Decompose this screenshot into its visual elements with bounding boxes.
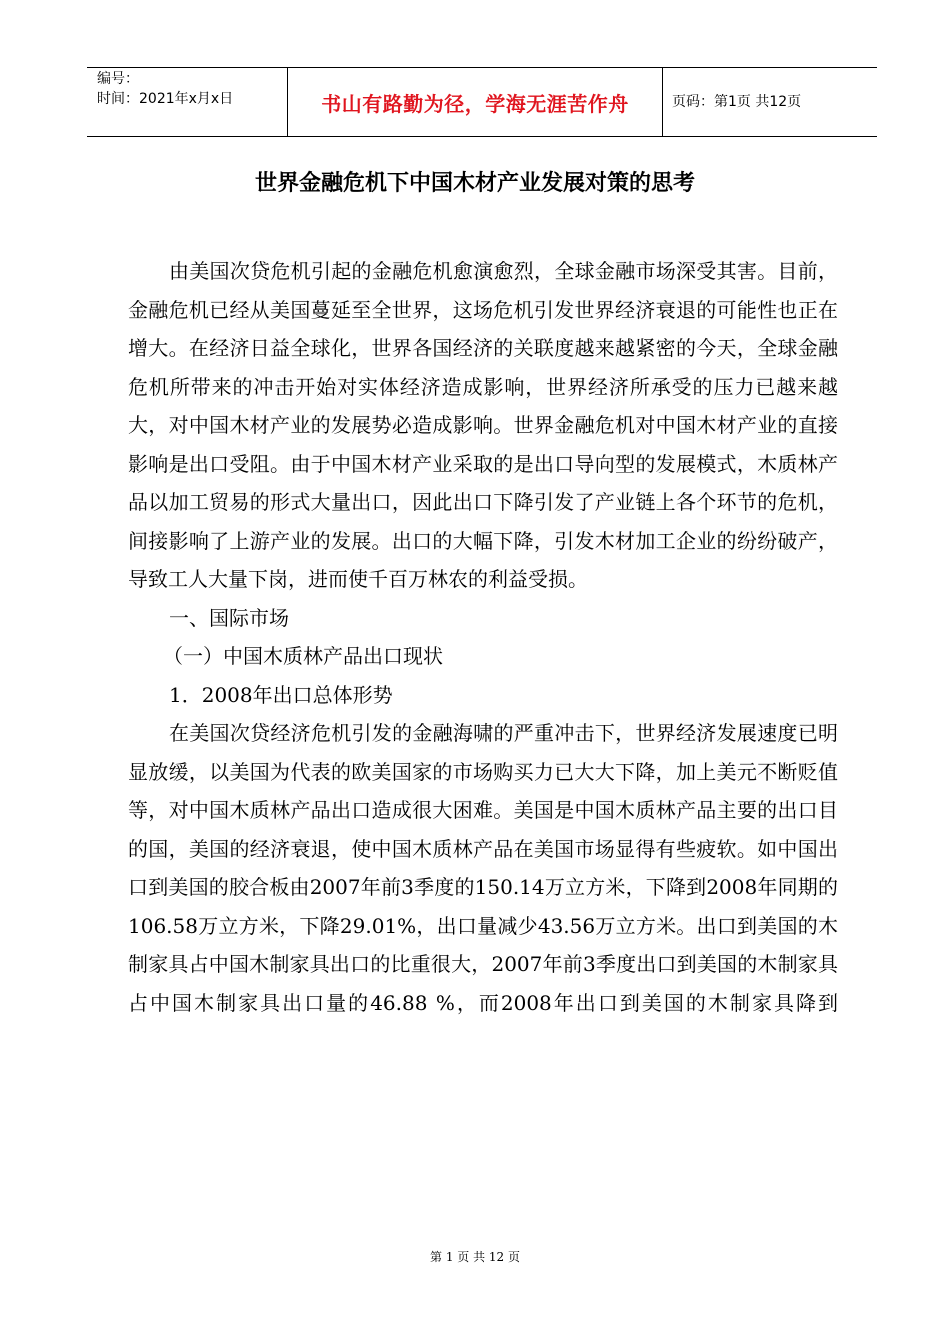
subsubsection-heading: 1．2008年出口总体形势	[169, 682, 393, 707]
subsection-heading: （一）中国木质林产品出口现状	[163, 644, 443, 668]
section-heading: 一、国际市场	[169, 605, 289, 630]
page-header	[87, 67, 877, 137]
document-body	[128, 252, 838, 1022]
document-time-label: 时间：2021年x月x日	[97, 91, 234, 107]
paragraph: 在美国次贷经济危机引发的金融海啸的严重冲击下，世界经济发展速度已明显放缓，以美国为代表的欧美国家的市场购买力已大大下降，加上美元不断贬值等，对中国木质林产品出口造成很大困难。美国是中国木质林产品主要的出口目的国，美国的经济衰退，使中国木质林产品在美国市场显得有些疲软。如中国出口到美国的胶合板由2007年前3季度的150.14万立方米，下降到2008年同期的106.58万立方米，下降29.01%，出口量减少43.56万立方米。出口到美国的木制家具占中国木制家具出口的比重很大，2007年前3季度出口到美国的木制家具占中国木制家具出口量的46.88 %，而2008年出口到美国的木制家具降到	[128, 721, 838, 1015]
header-motto: 书山有路勤为径，学海无涯苦作舟	[321, 91, 629, 116]
header-page-cell	[662, 68, 877, 136]
document-title: 世界金融危机下中国木材产业发展对策的思考	[254, 171, 695, 196]
header-page-info: 页码：第1页 共12页	[672, 94, 802, 110]
paragraph: 由美国次贷危机引起的金融危机愈演愈烈，全球金融市场深受其害。目前，金融危机已经从美国蔓延至全世界，这场危机引发世界经济衰退的可能性也正在增大。在经济日益全球化，世界各国经济的关联度越来越紧密的今天，全球金融危机所带来的冲击开始对实体经济造成影响，世界经济所承受的压力已越来越大，对中国木材产业的发展势必造成影响。世界金融危机对中国木材产业的直接影响是出口受阻。由于中国木材产业采取的是出口导向型的发展模式，木质林产品以加工贸易的形式大量出口，因此出口下降引发了产业链上各个环节的危机，间接影响了上游产业的发展。出口的大幅下降，引发木材加工企业的纷纷破产，导致工人大量下岗，进而使千百万林农的利益受损。	[128, 259, 838, 591]
document-number-label: 编号：	[97, 71, 139, 87]
header-motto-cell	[287, 68, 663, 136]
page-footer: 第 1 页 共 12 页	[430, 1250, 520, 1264]
header-meta	[87, 68, 287, 136]
